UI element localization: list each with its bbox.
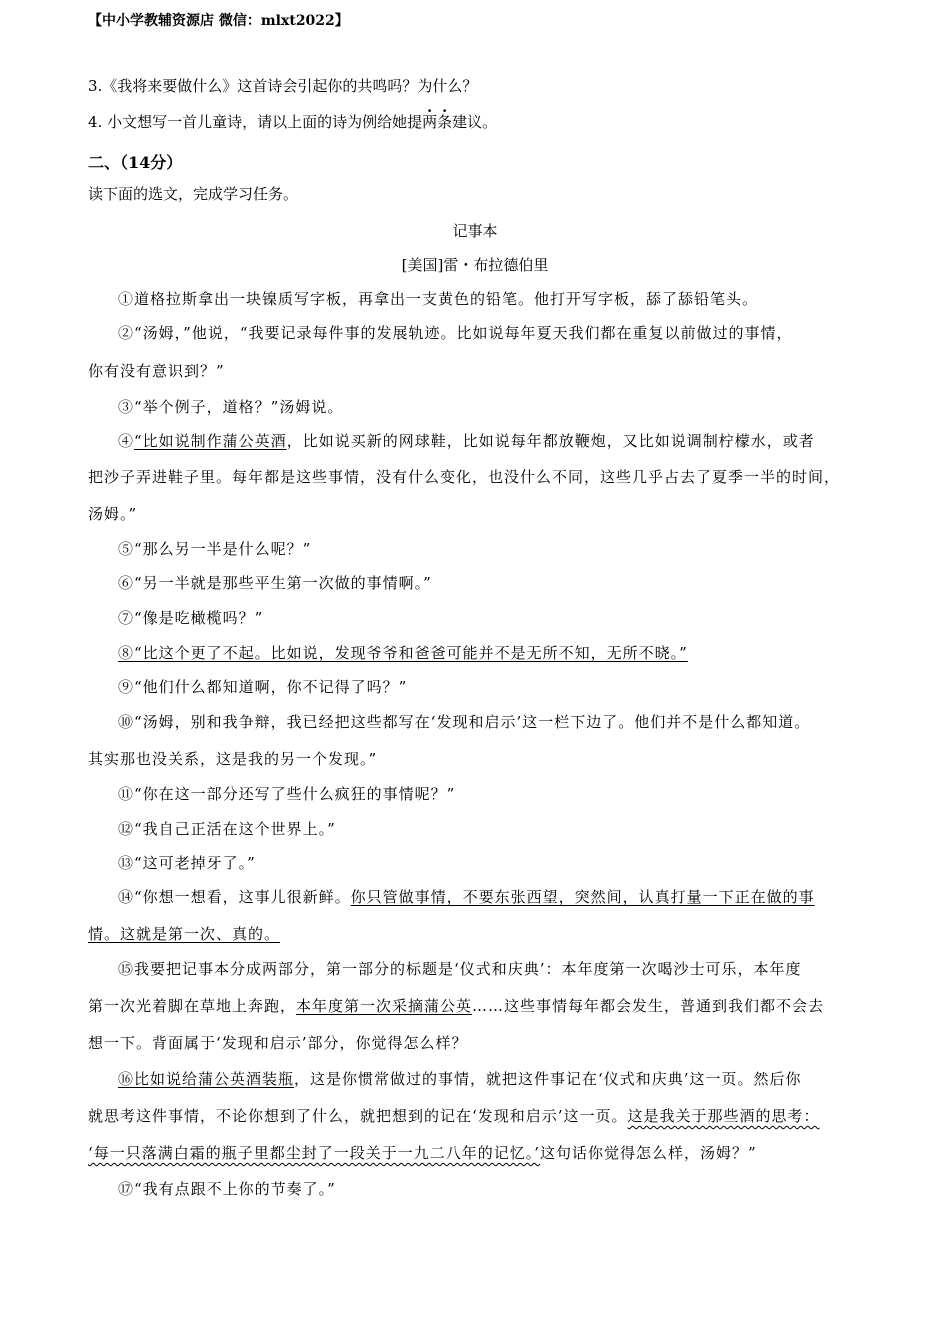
paragraph-4-number: ④ bbox=[118, 432, 135, 450]
wavy-underlined-sentence-end: ‘每一只落满白霜的瓶子里都尘封了一段关于一九二八年的记忆。’ bbox=[88, 1144, 541, 1162]
article-author: [美国]雷・布拉德伯里 bbox=[401, 256, 549, 274]
paragraph-16-line-2 bbox=[88, 1105, 868, 1126]
paragraph-11: ⑪“你在这一部分还写了些什么疯狂的事情呢？” bbox=[118, 785, 456, 803]
paragraph-16-line-3 bbox=[88, 1142, 868, 1163]
paragraph-15-text-rest: ……这些事情每年都会发生，普通到我们都不会去 bbox=[472, 997, 825, 1015]
paragraph-12: ⑫“我自己正活在这个世界上。” bbox=[118, 820, 336, 838]
paragraph-17: ⑰“我有点跟不上你的节奏了。” bbox=[118, 1180, 336, 1198]
underlined-phrase: ⑯比如说给蒲公英酒装瓶 bbox=[118, 1070, 295, 1088]
section-title: 二、（14分） bbox=[88, 153, 183, 172]
paragraph-2-line-2: 你有没有意识到？” bbox=[88, 362, 225, 380]
paragraph-15-line-2 bbox=[88, 995, 868, 1016]
underlined-phrase: 本年度第一次采摘蒲公英 bbox=[296, 997, 473, 1015]
underlined-sentence: 你只管做事情，不要东张西望，突然间，认真打量一下正在做的事 bbox=[350, 888, 815, 906]
emphasis-char: 两 bbox=[422, 113, 438, 131]
paragraph-16-text: 就思考这件事情，不论你想到了什么，就把想到的记在‘发现和启示’这一页。 bbox=[88, 1107, 628, 1125]
paragraph-15-line-1: ⑮我要把记事本分成两部分，第一部分的标题是‘仪式和庆典’：本年度第一次喝沙士可乐，本年度 bbox=[118, 960, 802, 978]
paragraph-4-text: ，比如说买新的网球鞋，比如说每年都放鞭炮，又比如说调制柠檬水，或者 bbox=[286, 432, 815, 450]
paragraph-14-text: ⑭“你想一想看，这事儿很新鲜。 bbox=[118, 888, 351, 906]
question-3: 3.《我将来要做什么》这首诗会引起你的共鸣吗？为什么？ bbox=[88, 77, 478, 95]
header-watermark-note: 【中小学教辅资源店 微信：mlxt2022】 bbox=[88, 13, 349, 29]
paragraph-7: ⑦“像是吃橄榄吗？” bbox=[118, 609, 264, 627]
paragraph-16-text: ，这是你惯常做过的事情，就把这件事记在‘仪式和庆典’这一页。然后你 bbox=[294, 1070, 802, 1088]
paragraph-4-line-3: 汤姆。” bbox=[88, 505, 138, 523]
underlined-sentence: ⑧“比这个更了不起。比如说，发现爷爷和爸爸可能并不是无所不知，无所不晓。” bbox=[118, 644, 688, 662]
paragraph-15-line-3: 想一下。背面属于‘发现和启示’部分，你觉得怎么样？ bbox=[88, 1034, 468, 1052]
paragraph-4-line-2: 把沙子弄进鞋子里。每年都是这些事情，没有什么变化，也没什么不同，这些几乎占去了夏季一半的时间， bbox=[88, 468, 841, 486]
article-title: 记事本 bbox=[452, 222, 498, 240]
paragraph-3: ③“举个例子，道格？”汤姆说。 bbox=[118, 398, 344, 416]
underlined-sentence-end: 情。这就是第一次、真的。 bbox=[88, 925, 281, 943]
question-4-text: 4. 小文想写一首儿童诗，请以上面的诗为例给她提 bbox=[88, 113, 423, 131]
paragraph-15-text: 第一次光着脚在草地上奔跑， bbox=[88, 997, 297, 1015]
paragraph-14-line-2 bbox=[88, 923, 868, 944]
emphasis-char: 条 bbox=[437, 113, 453, 131]
paragraph-8 bbox=[88, 642, 898, 663]
paragraph-9: ⑨“他们什么都知道啊，你不记得了吗？” bbox=[118, 678, 408, 696]
section-instruction: 读下面的选文，完成学习任务。 bbox=[88, 185, 299, 203]
paragraph-2-line-1: ②“汤姆，”他说，“我要记录每件事的发展轨迹。比如说每年夏天我们都在重复以前做过的事情， bbox=[118, 324, 793, 342]
paragraph-1: ①道格拉斯拿出一块镍质写字板，再拿出一支黄色的铅笔。他打开写字板，舔了舔铅笔头。 bbox=[118, 290, 759, 308]
paragraph-16-line-1 bbox=[88, 1068, 898, 1089]
paragraph-13: ⑬“这可老掉牙了。” bbox=[118, 854, 256, 872]
paragraph-5: ⑤“那么另一半是什么呢？” bbox=[118, 540, 312, 558]
paragraph-14-line-1 bbox=[88, 886, 898, 907]
paragraph-4-line-1 bbox=[88, 430, 898, 451]
wavy-underlined-sentence: 这是我关于那些酒的思考： bbox=[627, 1107, 820, 1125]
question-4 bbox=[88, 112, 497, 132]
paragraph-6: ⑥“另一半就是那些平生第一次做的事情啊。” bbox=[118, 574, 432, 592]
paragraph-10-line-1: ⑩“汤姆，别和我争辩，我已经把这些都写在‘发现和启示’这一栏下边了。他们并不是什么都知道。 bbox=[118, 713, 811, 731]
paragraph-10-line-2: 其实那也没关系，这是我的另一个发现。” bbox=[88, 750, 378, 768]
question-4-text-end: 建议。 bbox=[452, 113, 498, 131]
underlined-phrase: “比如说制作蒲公英酒 bbox=[134, 432, 287, 450]
paragraph-16-text-rest: 这句话你觉得怎么样，汤姆？” bbox=[540, 1144, 757, 1162]
